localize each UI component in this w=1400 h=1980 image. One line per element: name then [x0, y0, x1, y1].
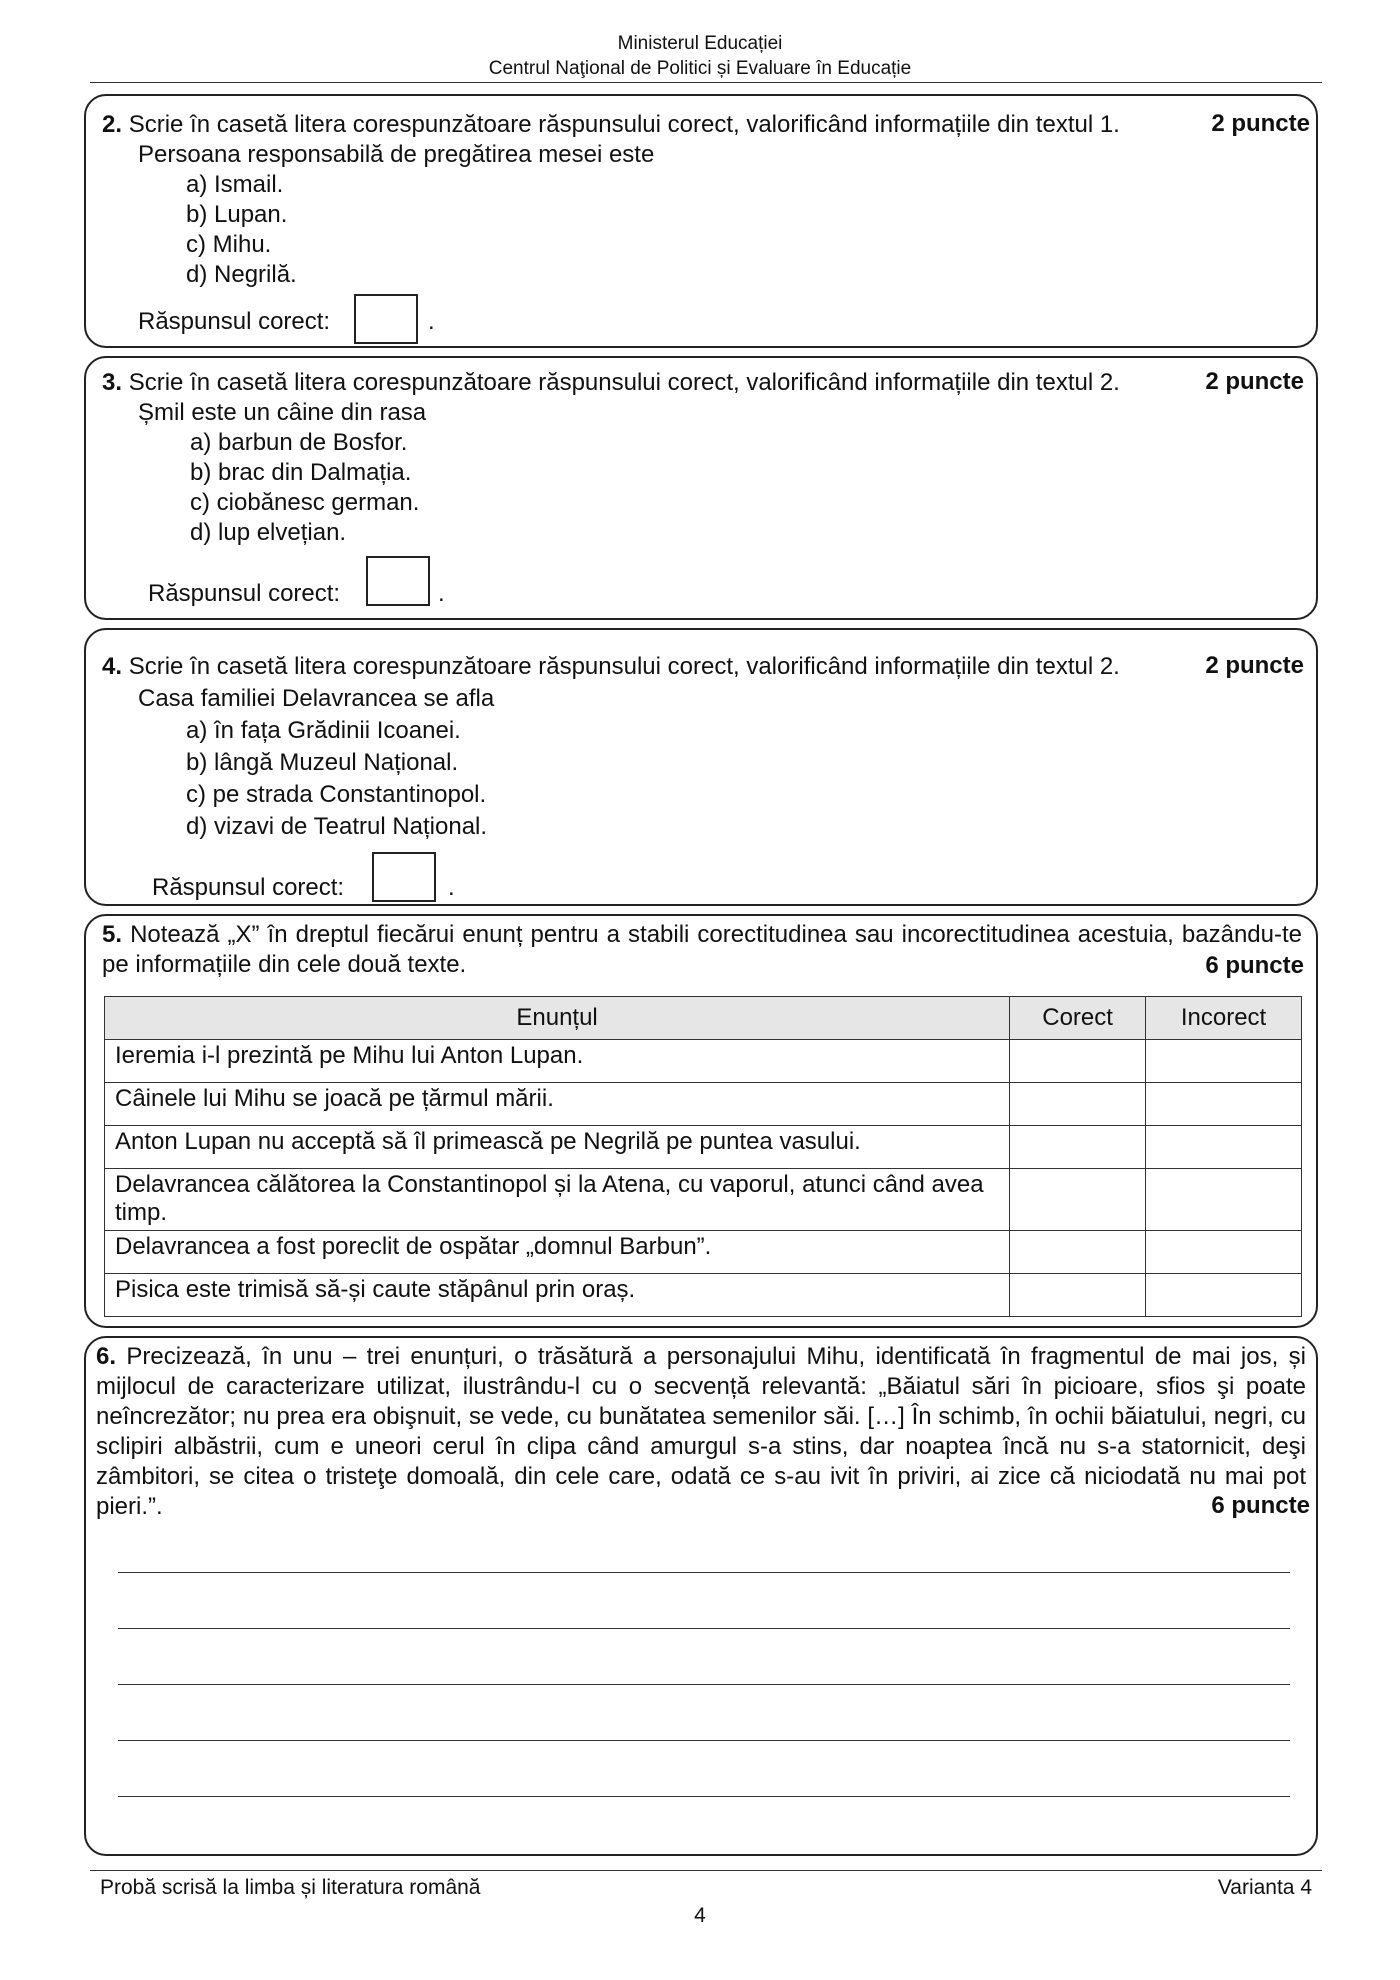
answer-line[interactable] [118, 1684, 1290, 1685]
question-4-answer-label: Răspunsul corect: [152, 874, 345, 901]
question-4-prompt [102, 652, 1120, 682]
question-6-number: 6. [96, 1343, 117, 1370]
statement-cell: Anton Lupan nu acceptă să îl primească pe Negrilă pe puntea vasului. [105, 1126, 1010, 1169]
question-5-text: Notează „X” în dreptul fiecărui enunț pentru a stabili corectitudinea sau incorectitudinea acestuia, bazându-te pe informațiile din cele două texte. [102, 921, 1302, 978]
question-2-box [84, 94, 1318, 348]
header-center: Centrul Naţional de Politici și Evaluare în Educație [488, 58, 912, 79]
question-2-answer-box[interactable] [354, 294, 418, 344]
table-row [105, 1040, 1302, 1083]
footer-variant: Varianta 4 [1217, 1876, 1312, 1899]
question-3-option-b: b) brac din Dalmația. [190, 459, 412, 486]
correct-checkbox[interactable] [1010, 1083, 1146, 1126]
question-4-text: Scrie în casetă litera corespunzătoare răspunsului corect, valorificând informațiile din textul 2. [128, 653, 1120, 680]
question-2-option-d: d) Negrilă. [186, 261, 297, 288]
statement-cell: Ieremia i-l prezintă pe Mihu lui Anton Lupan. [105, 1040, 1010, 1083]
correct-checkbox[interactable] [1010, 1169, 1146, 1231]
incorrect-checkbox[interactable] [1146, 1274, 1302, 1317]
question-2-stem: Persoana responsabilă de pregătirea mesei este [138, 141, 655, 168]
footer-exam-title: Probă scrisă la limba și literatura română [100, 1876, 481, 1899]
question-4-answer-box[interactable] [372, 852, 436, 902]
question-3-answer-box[interactable] [366, 556, 430, 606]
question-4-option-b: b) lângă Muzeul Național. [186, 749, 459, 776]
question-4-points: 2 puncte [1205, 652, 1304, 679]
table-row [105, 1126, 1302, 1169]
question-3-option-c: c) ciobănesc german. [190, 489, 420, 516]
column-header-incorrect: Incorect [1146, 997, 1302, 1040]
question-3-answer-label: Răspunsul corect: [148, 580, 341, 607]
statement-cell: Câinele lui Mihu se joacă pe țărmul mării. [105, 1083, 1010, 1126]
question-3-text: Scrie în casetă litera corespunzătoare răspunsului corect, valorificând informațiile din textul 2. [128, 369, 1120, 396]
incorrect-checkbox[interactable] [1146, 1231, 1302, 1274]
question-4-number: 4. [102, 653, 123, 680]
correct-checkbox[interactable] [1010, 1040, 1146, 1083]
question-6-box [84, 1336, 1318, 1856]
question-5-prompt [102, 920, 1302, 980]
incorrect-checkbox[interactable] [1146, 1040, 1302, 1083]
answer-line[interactable] [118, 1572, 1290, 1573]
table-row [105, 1169, 1302, 1231]
question-4-box [84, 628, 1318, 906]
question-3-stem: Șmil este un câine din rasa [138, 399, 427, 426]
question-6-text: Precizează, în unu – trei enunțuri, o trăsătură a personajului Mihu, identificată în fragmentul de mai jos, și mijlocul de caracterizare utilizat, ilustrându-l cu o secvență relevantă: „Băiatul sări în picioare, sfios şi poate neîncrezător; nu prea era obişnuit, se vede, cu bunătatea semenilor săi. […] În schimb, în ochii băiatului, negri, cu sclipiri albăstrii, cum e uneori cerul în clipa când amurgul s-a stins, dar noaptea încă nu s-a statornicit, deşi zâmbitori, se citea o tristeţe domoală, din cele care, odată ce s-au ivit în priviri, ai zice că niciodată nu mai pot pieri.”. [96, 1343, 1306, 1520]
question-4-stem: Casa familiei Delavrancea se afla [138, 685, 495, 712]
table-header-row [105, 997, 1302, 1040]
answer-line[interactable] [118, 1796, 1290, 1797]
table-row [105, 1083, 1302, 1126]
question-5-points: 6 puncte [1205, 952, 1304, 979]
column-header-correct: Corect [1010, 997, 1146, 1040]
question-3-option-d: d) lup elvețian. [190, 519, 347, 546]
question-5-box [84, 914, 1318, 1328]
question-3-answer-end: . [438, 580, 445, 607]
header-divider [90, 82, 1322, 83]
answer-line[interactable] [118, 1628, 1290, 1629]
question-3-prompt [102, 368, 1120, 398]
table-row [105, 1231, 1302, 1274]
incorrect-checkbox[interactable] [1146, 1083, 1302, 1126]
question-4-option-a: a) în fața Grădinii Icoanei. [186, 717, 461, 744]
question-4-option-d: d) vizavi de Teatrul Național. [186, 813, 488, 840]
question-2-option-b: b) Lupan. [186, 201, 288, 228]
incorrect-checkbox[interactable] [1146, 1126, 1302, 1169]
question-6-points: 6 puncte [1211, 1492, 1310, 1519]
question-3-points: 2 puncte [1205, 368, 1304, 395]
question-6-prompt [96, 1342, 1306, 1522]
question-2-answer-end: . [428, 308, 435, 335]
correct-checkbox[interactable] [1010, 1231, 1146, 1274]
question-4-option-c: c) pe strada Constantinopol. [186, 781, 487, 808]
question-2-prompt [102, 110, 1120, 140]
question-2-option-a: a) Ismail. [186, 171, 284, 198]
page-number: 4 [694, 1904, 706, 1927]
question-2-number: 2. [102, 111, 123, 138]
statement-cell: Delavrancea călătorea la Constantinopol și la Atena, cu vaporul, atunci când avea timp. [105, 1169, 1010, 1231]
question-3-number: 3. [102, 369, 123, 396]
header-ministry: Ministerul Educației [617, 33, 783, 54]
statements-table [104, 996, 1302, 1317]
correct-checkbox[interactable] [1010, 1274, 1146, 1317]
question-2-option-c: c) Mihu. [186, 231, 272, 258]
statement-cell: Pisica este trimisă să-și caute stăpânul prin oraș. [105, 1274, 1010, 1317]
question-2-text: Scrie în casetă litera corespunzătoare răspunsului corect, valorificând informațiile din textul 1. [128, 111, 1120, 138]
correct-checkbox[interactable] [1010, 1126, 1146, 1169]
answer-line[interactable] [118, 1740, 1290, 1741]
question-2-points: 2 puncte [1211, 110, 1310, 137]
incorrect-checkbox[interactable] [1146, 1169, 1302, 1231]
question-4-answer-end: . [448, 874, 455, 901]
question-5-number: 5. [102, 921, 123, 948]
question-2-answer-label: Răspunsul corect: [138, 308, 331, 335]
footer-divider [90, 1870, 1322, 1871]
statement-cell: Delavrancea a fost poreclit de ospătar „domnul Barbun”. [105, 1231, 1010, 1274]
table-row [105, 1274, 1302, 1317]
question-3-box [84, 356, 1318, 620]
column-header-statement: Enunțul [105, 997, 1010, 1040]
question-3-option-a: a) barbun de Bosfor. [190, 429, 408, 456]
